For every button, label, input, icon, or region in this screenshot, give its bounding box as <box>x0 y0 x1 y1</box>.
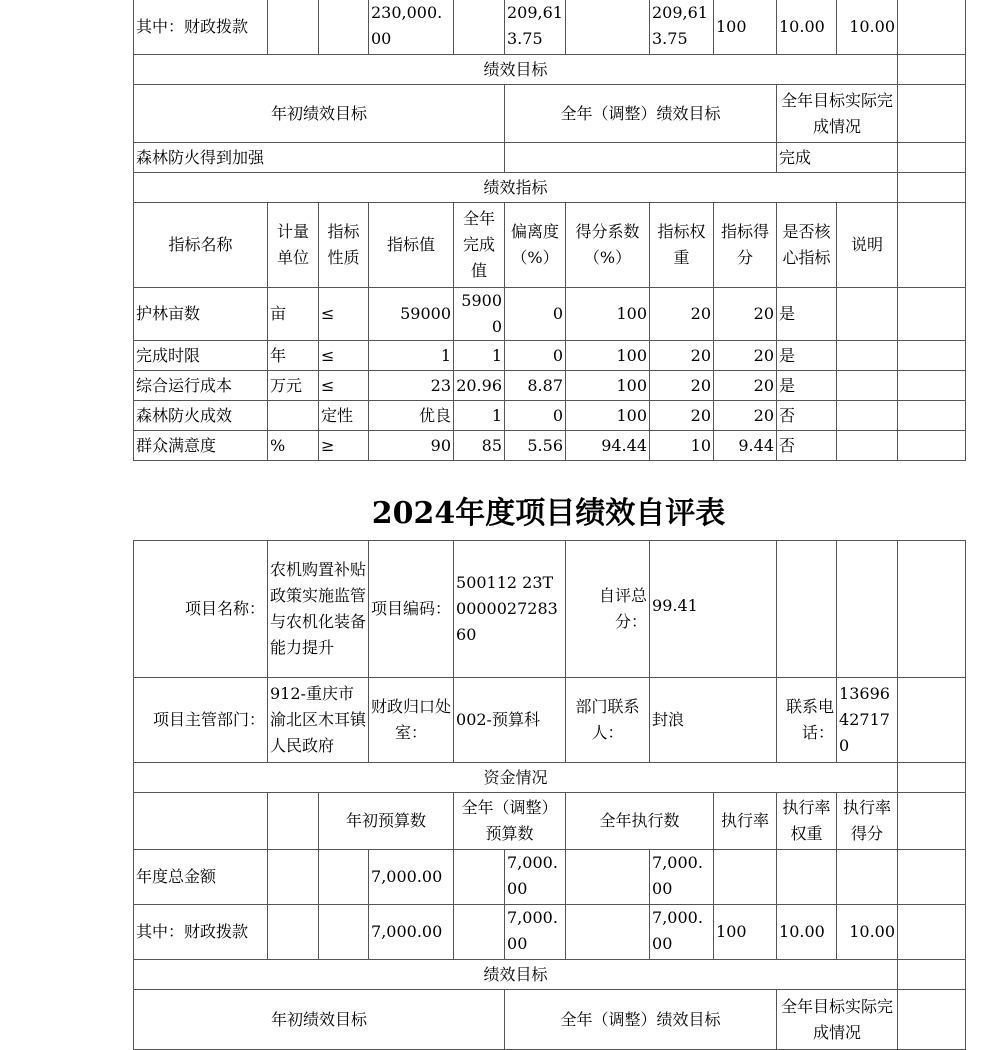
fin-row <box>134 905 966 960</box>
fin-initial: 230,000.00 <box>369 0 454 55</box>
contact-label: 部门联系人： <box>566 678 650 763</box>
dept-info-row <box>134 678 966 763</box>
phone: 13696427170 <box>837 678 898 763</box>
dept: 912-重庆市渝北区木耳镇人民政府 <box>268 678 369 763</box>
total-row <box>134 850 966 905</box>
col-fund-executed: 全年执行数 <box>566 793 714 850</box>
indicator-row: 护林亩数 亩 ≤ 59000 59000 0 100 20 20 是 <box>134 288 966 341</box>
indicator-row: 完成时限 年 ≤ 1 1 0 100 20 20 是 <box>134 341 966 371</box>
indicator-col-headers <box>134 203 966 288</box>
fin2-rate: 100 <box>714 905 777 960</box>
fund-header: 资金情况 <box>134 763 898 793</box>
col-fund-weight: 执行率权重 <box>777 793 837 850</box>
project-info-row <box>134 541 966 678</box>
fin2-initial: 7,000.00 <box>369 905 454 960</box>
contact: 封浪 <box>650 678 777 763</box>
indicator-row: 群众满意度 % ≥ 90 85 5.56 94.44 10 9.44 否 <box>134 431 966 461</box>
fin2-weight: 10.00 <box>777 905 837 960</box>
office-label: 财政归口处室： <box>369 678 454 763</box>
target-col-adjusted-2: 全年（调整）绩效目标 <box>505 990 777 1050</box>
total-initial: 7,000.00 <box>369 850 454 905</box>
target-col-actual-2: 全年目标实际完成情况 <box>777 990 898 1050</box>
col-indicator-name: 指标名称 <box>134 203 268 288</box>
perf-target-header-2: 绩效目标 <box>134 960 898 990</box>
indicator-table-prev <box>133 0 966 461</box>
dept-label: 项目主管部门： <box>134 678 268 763</box>
col-deviation: 偏离度（%） <box>505 203 566 288</box>
col-value: 指标值 <box>369 203 454 288</box>
col-fund-rate: 执行率 <box>714 793 777 850</box>
fin2-adjusted: 7,000.00 <box>505 905 566 960</box>
col-done: 全年完成值 <box>454 203 505 288</box>
project-name: 农机购置补贴政策实施监管与农机化装备能力提升 <box>268 541 369 678</box>
page-title: 2024年度项目绩效自评表 <box>371 496 726 531</box>
col-fund-score: 执行率得分 <box>837 793 898 850</box>
col-weight: 指标权重 <box>650 203 714 288</box>
target-col-adjusted: 全年（调整）绩效目标 <box>505 85 777 143</box>
fund-col-headers <box>134 793 966 850</box>
fin-adjusted: 209,613.75 <box>505 0 566 55</box>
target-adjusted <box>505 143 777 173</box>
indicator-header: 绩效指标 <box>134 173 898 203</box>
total-label: 年度总金额 <box>134 850 268 905</box>
fin2-executed: 7,000.00 <box>650 905 714 960</box>
self-eval-table <box>133 540 966 1050</box>
total-executed: 7,000.00 <box>650 850 714 905</box>
fin-score: 10.00 <box>837 0 898 55</box>
target-col-initial-2: 年初绩效目标 <box>134 990 505 1050</box>
target-initial: 森林防火得到加强 <box>134 143 505 173</box>
self-score: 99.41 <box>650 541 777 678</box>
target-col-actual: 全年目标实际完成情况 <box>777 85 898 143</box>
project-code: 500112 23T000002728360 <box>454 541 566 678</box>
fin-row <box>134 0 966 55</box>
phone-label: 联系电话： <box>777 678 837 763</box>
target-col-initial: 年初绩效目标 <box>134 85 505 143</box>
indicator-row: 森林防火成效 定性 优良 1 0 100 20 20 否 <box>134 401 966 431</box>
indicator-row: 综合运行成本 万元 ≤ 23 20.96 8.87 100 20 20 是 <box>134 371 966 401</box>
total-adjusted: 7,000.00 <box>505 850 566 905</box>
col-unit: 计量单位 <box>268 203 319 288</box>
perf-target-header: 绩效目标 <box>134 55 898 85</box>
project-name-label: 项目名称： <box>134 541 268 678</box>
col-score: 指标得分 <box>714 203 777 288</box>
col-fund-adjusted: 全年（调整）预算数 <box>454 793 566 850</box>
col-nature: 指标性质 <box>319 203 369 288</box>
fin-label: 其中：财政拨款 <box>134 0 268 55</box>
col-fund-initial: 年初预算数 <box>319 793 454 850</box>
col-coefficient: 得分系数（%） <box>566 203 650 288</box>
fin2-label: 其中：财政拨款 <box>134 905 268 960</box>
fin-weight: 10.00 <box>777 0 837 55</box>
fin-rate: 100 <box>714 0 777 55</box>
fin-executed: 209,613.75 <box>650 0 714 55</box>
self-score-label: 自评总分： <box>566 541 650 678</box>
target-actual: 完成 <box>777 143 898 173</box>
col-core: 是否核心指标 <box>777 203 837 288</box>
col-note: 说明 <box>837 203 898 288</box>
fin2-score: 10.00 <box>837 905 898 960</box>
project-code-label: 项目编码： <box>369 541 454 678</box>
office: 002-预算科 <box>454 678 566 763</box>
